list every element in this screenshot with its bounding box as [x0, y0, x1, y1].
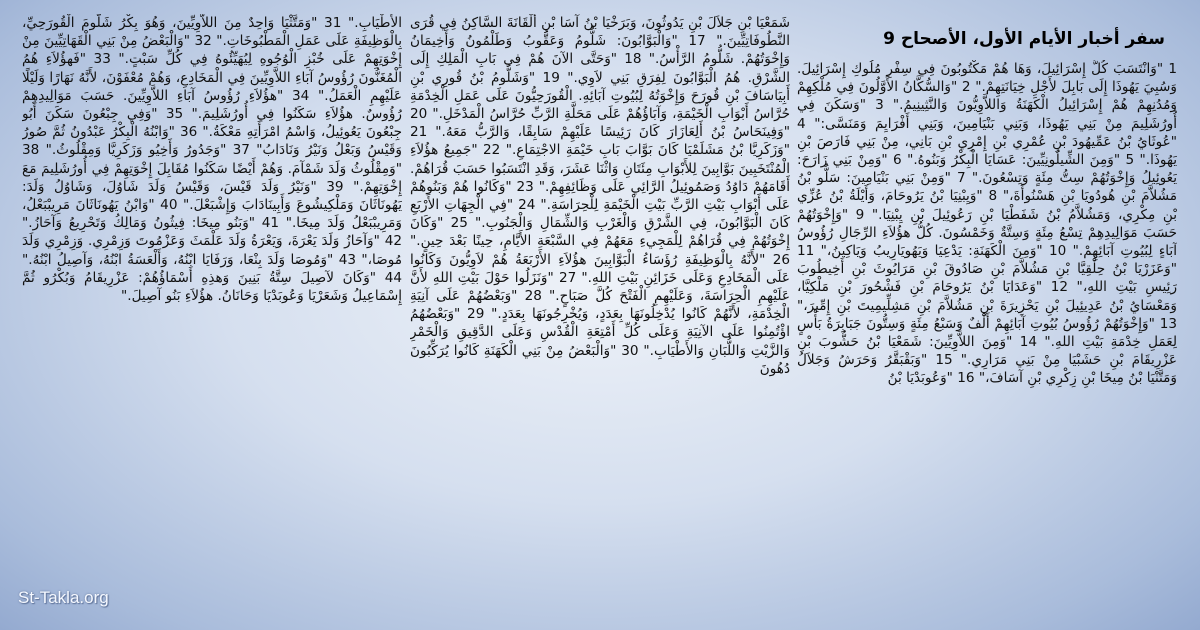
column-text: الأَطْيَابِ." 31 "وَمَتَّثْيَا وَاحِدٌ مِنَ اللاَّوِيِّينَ، وَهُوَ بِكْرُ شَلُّومَ الْقُورَحِيِّ، بِالْوَظِيفَةِ عَلَى عَمَلِ الْمَطْبُوخَاتِ." 32 "وَالْبَعْضُ مِنْ بَنِي الْقَهَاتِيِّينَ مِنْ إِخْوَتِهِمْ عَلَى خُبْزِ الْوُجُوهِ لِيُهَيِّئُوهُ فِي كُلِّ سَبْتٍ." 33 "فَهؤُلاَءِ هُمُ الْمُغَنُّونَ رُؤُوسُ آبَاءِ اللاَّوِيِّينَ فِي الْمَخَادِعِ، وَهُمْ مُعْفَوْنَ، لأَنَّهُ نَهَارًا وَلَيْلًا عَلَيْهِمِ الْعَمَلُ." 34 "هؤُلاَءِ رُؤُوسُ آبَاءِ اللاَّوِيِّينَ. حَسَبَ مَوَالِيدِهِمْ رُؤُوسٌ. هؤُلاَءِ سَكَنُوا فِي أُورُشَلِيمَ." 35 "وَفِي جِبْعُونَ سَكَنَ أَبُو جِبْعُونَ يَعُوئِيلُ، وَاسْمُ امْرَأَتِهِ مَعْكَةُ." 36 "وَابْنُهُ الْبِكْرُ عَبْدُونُ ثُمَّ صُورُ وَقَيْسُ وَبَعْلُ وَنَيْرُ وَنَادَابُ" 37 "وَجَدُورُ وَأَخِيُو وَزَكَرِيَّا وَمِقْلُوثُ." 38 "وَمِقْلُوثُ وَلَدَ شَمْآمَ. وَهُمْ أَيْضًا سَكَنُوا مُقَابِلَ إِخْوَتِهِمْ فِي أُورُشَلِيمَ مَعَ إِخْوَتِهِمْ." 39 "وَنَيْرُ وَلَدَ قَيْسَ، وَقَيْسُ وَلَدَ شَاوُلَ، وَشَاوُلُ وَلَدَ: يَهُونَاثَانَ وَمَلْكِيشُوعَ وَأَبِينَادَابَ وَإِشْبَعْلَ." 40 "وَابْنُ يَهُونَاثَانَ مَرِيبْبَعْلُ، وَمَرِيبْبَعْلُ وَلَدَ مِيخَا." 41 "وَبَنُو مِيخَا: فِيثُونُ وَمَالِكُ وَتَحْرِيعُ وَآحَازُ." 42 "وَآحَازُ وَلَدَ يَعْرَةَ، وَيَعْرَةُ وَلَدَ عَلْمَثَ وَعَزْمُوتَ وَزِمْرِي. وَزِمْرِي وَلَدَ مُوصَا،" 43 "وَمُوصَا وَلَدَ بِنْعَا، وَرَفَايَا ابْنُهُ، وَأَلْعَسَةُ ابْنُهُ، وَآصِيلُ ابْنُهُ." 44 "وَكَانَ لآصِيلَ سِتَّةُ بَنِينَ وَهذِهِ أَسْمَاؤُهُمْ: عَزْرِيقَامُ وَبُكْرُو ثُمَّ إِسْمَاعِيلُ وَشَعَرْيَا وَعُوبَدْيَا وَحَانَانُ. هؤُلاَءِ بَنُو آصِيلَ." — [22, 15, 402, 305]
text-column-right — [797, 60, 1177, 620]
text-column-middle — [410, 14, 790, 620]
column-text: شَمَعْيَا بْنِ جَلاَلَ بْنِ يَدُوثُونَ، وَبَرَخْيَا بْنُ آسَا بْنِ أَلْقَانَةَ السَّاكِنُ فِي قُرَى النَّطُوفَاتِيِّينَ." 17 "وَالْبَوَّابُونَ: شَلُّومُ وَعَقُّوبُ وَطَلْمُونُ وَأَخِيمَانُ وَإِخْوَتُهُمْ. شَلُّومُ الرَّأْسُ." 18 "وَحَتَّى الآنَ هُمْ فِي بَابِ الْمَلِكِ إِلَى الشَّرْقِ. هُمُ الْبَوَّابُونَ لِفِرَقِ بَنِي لاَوِي." 19 "وَشَلُّومُ بْنُ قُورِي بْنِ أَبِيَاسَافَ بْنِ قُورَحَ وَإِخْوَتُهُ لِبُيُوتِ آبَائِهِ. الْقُورَحِيُّونَ عَلَى عَمَلِ الْخِدْمَةِ حُرَّاسُ أَبْوَابِ الْخَيْمَةِ، وَآبَاؤُهُمْ عَلَى مَحَلَّةِ الرَّبِّ حُرَّاسُ الْمَدْخَلِ." 20 "وَفِينَحَاسُ بْنُ أَلِعَازَارَ كَانَ رَئِيسًا عَلَيْهِمْ سَابِقًا، وَالرَّبُّ مَعَهُ." 21 "وَزَكَرِيَّا بْنُ مَشَلَمْيَا كَانَ بَوَّابَ بَابِ خَيْمَةِ الاجْتِمَاعِ." 22 "جَمِيعُ هؤُلاَءِ الْمُنْتَخَبِينَ بَوَّابِينَ لِلأَبْوَابِ مِئَتَانِ وَاثْنَا عَشَرَ، وَقَدِ انْتَسَبُوا حَسَبَ قُرَاهُمْ. أَقَامَهُمْ دَاوُدُ وَصَمُوئِيلُ الرَّائِي عَلَى وَظَائِفِهِمْ." 23 "وَكَانُوا هُمْ وَبَنُوهُمْ عَلَى أَبْوَابِ بَيْتِ الرَّبِّ بَيْتِ الْخَيْمَةِ لِلْحِرَاسَةِ." 24 "فِي الْجِهَاتِ الأَرْبَعِ كَانَ الْبَوَّابُونَ، فِي الشَّرْقِ وَالْغَرْبِ وَالشِّمَالِ وَالْجَنُوبِ." 25 "وَكَانَ إِخْوَتُهُمْ فِي قُرَاهُمْ لِلْمَجِيءِ مَعَهُمْ فِي السَّبْعَةِ الأَيَّامِ، حِينًا بَعْدَ حِينٍ." 26 "لأَنَّهُ بِالْوَظِيفَةِ رُؤَسَاءُ الْبَوَّابِينَ هؤُلاَءِ الأَرْبَعَةُ هُمْ لاَوِيُّونَ وَكَانُوا عَلَى الْمَخَادِعِ وَعَلَى خَزَائِنِ بَيْتِ اللهِ." 27 "وَنَزَلُوا حَوْلَ بَيْتِ اللهِ لأَنَّ عَلَيْهِمِ الْحِرَاسَةَ، وَعَلَيْهِمِ الْفَتْحَ كُلَّ صَبَاحٍ." 28 "وَبَعْضُهُمْ عَلَى آنِيَةِ الْخِدْمَةِ، لأَنَّهُمْ كَانُوا يُدْخِلُونَهَا بِعَدَدٍ، وَيُخْرِجُونَهَا بِعَدَدٍ." 29 "وَبَعْضُهُمُ اؤْتُمِنُوا عَلَى الآنِيَةِ وَعَلَى كُلِّ أَمْتِعَةِ الْقُدْسِ وَعَلَى الدَّقِيقِ وَالْخَمْرِ وَالزَّيْتِ وَاللُّبَانِ وَالأَطْيَابِ." 30 "وَالْبَعْضُ مِنْ بَنِي الْكَهَنَةِ كَانُوا يُرَكِّبُونَ دُهُونَ — [410, 15, 790, 377]
site-watermark: St-Takla.org — [18, 588, 109, 607]
column-text: 1 "وَانْتَسَبَ كُلُّ إِسْرَائِيلَ، وَهَا هُمْ مَكْتُوبُونَ فِي سِفْرِ مُلُوكِ إِسْرَائِيلَ. وَسُبِيَ يَهُوذَا إِلَى بَابِلَ لأَجْلِ خِيَانَتِهِمْ." 2 "وَالسُّكَّانُ الأَوَّلُونَ فِي مُلْكِهِمْ وَمُدُنِهِمْ هُمْ إِسْرَائِيلُ الْكَهَنَةُ وَاللاَّوِيُّونَ وَالنَّثِينِيمُ." 3 "وَسَكَنَ فِي أُورُشَلِيمَ مِنْ بَنِي يَهُوذَا، وَبَنِي بَنْيَامِينَ، وَبَنِي أَفْرَايِمَ وَمَنَسَّى:" 4 "عُوثَايُ بْنُ عَمِّيهُودَ بْنِ عُمْرِي بْنِ إِمْرِي بْنِ بَانِي، مِنْ بَنِي فَارَصَ بْنِ يَهُوذَا." 5 "وَمِنَ الشِّيلُونِيِّينَ: عَسَايَا الْبِكْرُ وَبَنُوهُ." 6 "وَمِنْ بَنِي زَارَحَ: يَعُوئِيلُ وَإِخْوَتُهُمْ سِتُّ مِئَةٍ وَتِسْعُونَ." 7 "وَمِنْ بَنِي بَنْيَامِينَ: سَلُّو بْنُ مَشُلاَّمَ بْنِ هُودُويَا بْنِ هَسْنُوأَةَ،" 8 "وَيِبْنِيَا بْنُ يَرُوحَامَ، وَأَيْلَةُ بْنُ عُزِّي بْنِ مِكْرِي، وَمَشُلاَّمُ بْنُ شَفَطْيَا بْنِ رَعُوئِيلَ بْنِ يِبْنِيَا." 9 "وَإِخْوَتُهُمْ حَسَبَ مَوَالِيدِهِمْ تِسْعُ مِئَةٍ وَسِتَّةٌ وَخَمْسُونَ. كُلُّ هؤُلاَءِ الرِّجَالِ رُؤُوسُ آبَاءٍ لِبُيُوتِ آبَائِهِمْ." 10 "وَمِنَ الْكَهَنَةِ: يَدْعِيَا وَيَهُويَارِيبُ وَيَاكِينُ،" 11 "وَعَزَرْيَا بْنُ حِلْقِيَّا بْنِ مَشُلاَّمَ بْنِ صَادُوقَ بْنِ مَرَايُوثَ بْنِ أَخِيطُوبَ رَئِيسِ بَيْتِ اللهِ،" 12 "وَعَدَايَا بْنُ يَرُوحَامَ بْنِ فَشْحُورَ بْنِ مَلْكِيَّا، وَمَعْسَايُ بْنُ عَدِيئِيلَ بْنِ يَحْزِيرَةَ بْنِ مَشُلاَّمَ بْنِ مَشِلِّيمِيتَ بْنِ إِمِّيرَ،" 13 "وَإِخْوَتُهُمْ رُؤُوسُ بُيُوتِ آبَائِهِمْ أَلْفٌ وَسَبْعُ مِئَةٍ وَسِتُّونَ جَبَابِرَةُ بَأْسٍ لِعَمَلِ خِدْمَةِ بَيْتِ اللهِ." 14 "وَمِنَ اللاَّوِيِّينَ: شَمَعْيَا بْنُ حَشُّوبَ بْنِ عَزْرِيقَامَ بْنِ حَشَبْيَا مِنْ بَنِي مَرَارِي." 15 "وَبَقْبَقَّرُ وَحَرَشُ وَجَلاَلُ وَمَتَّنْيَا بْنُ مِيخَا بْنِ زِكْرِي بْنِ آسَافَ،" 16 "وَعُوبَدْيَا بْنُ — [797, 61, 1177, 387]
page-title: سفر أخبار الأيام الأول، الأصحاح 9 — [883, 29, 1165, 49]
text-column-left — [22, 14, 402, 514]
